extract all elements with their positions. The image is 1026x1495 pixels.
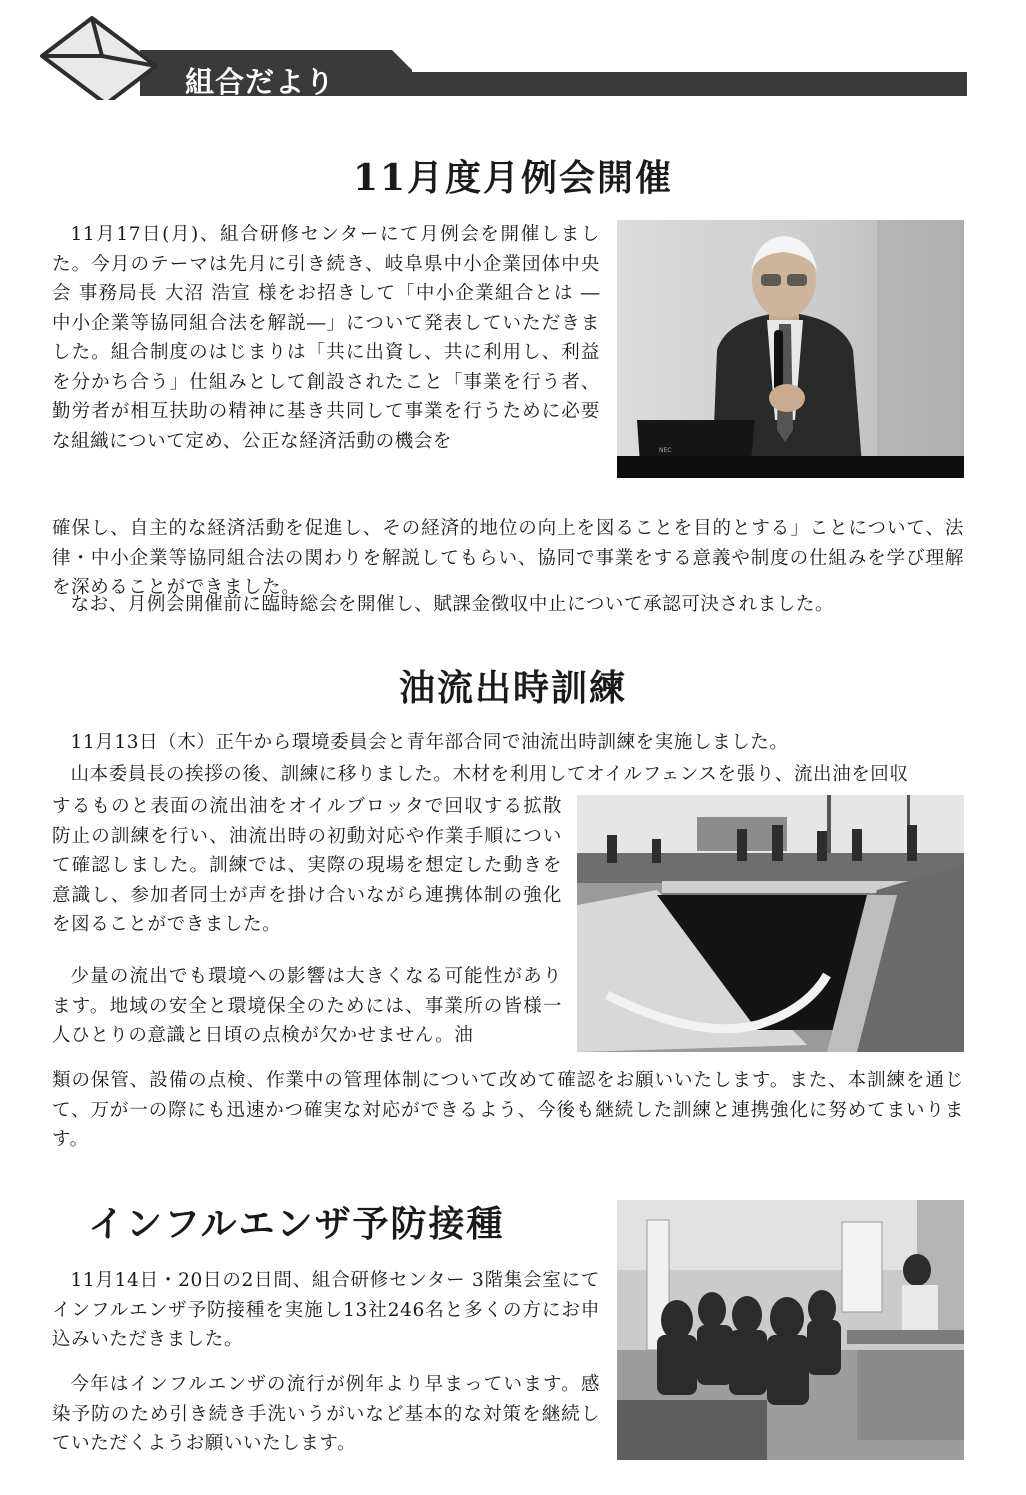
paragraph: 11月17日(月)、組合研修センターにて月例会を開催しました。今月のテーマは先月に引き続き、岐阜県中小企業団体中央会 事務局長 大沼 浩宣 様をお招きして「中小企業組合とは ―中小企業等協同組合法を解説―」について発表していただきました。組合制度のはじまりは「共に出資し、共に利用し、利益を分かち合う」仕組みとして創設されたこと「事業を行う者、勤労者が相互扶助の精神に基き共同して事業を行うために必要な組織について定め、公正な経済活動の機会を xyxy=(52,224,600,452)
paragraph: なお、月例会開催前に臨時総会を開催し、賦課金徴収中止について承認可決されました。 xyxy=(70,594,835,615)
paragraph: 山本委員長の挨拶の後、訓練に移りました。木材を利用してオイルフェンスを張り、流出油を回収 xyxy=(70,764,909,785)
paragraph: 11月14日・20日の2日間、組合研修センター 3階集会室にてインフルエンザ予防接種を実施し13社246名と多くの方にお申込みいただきました。 xyxy=(52,1270,600,1350)
section-title-monthly-meeting: 11月度月例会開催 xyxy=(352,157,674,199)
oil-drill-photo xyxy=(577,795,964,1052)
envelope-icon xyxy=(42,18,156,100)
header-banner xyxy=(30,10,970,100)
paragraph: 今年はインフルエンザの流行が例年より早まっています。感染予防のため引き続き手洗いうがいなど基本的な対策を継続していただくようお願いいたします。 xyxy=(52,1374,600,1454)
header-label: 組合だより xyxy=(185,65,336,99)
paragraph: 11月13日（木）正午から環境委員会と青年部合同で油流出時訓練を実施しました。 xyxy=(70,732,789,753)
section-title-oil-spill-drill: 油流出時訓練 xyxy=(398,667,627,709)
paragraph: するものと表面の流出油をオイルブロッタで回収する拡散防止の訓練を行い、油流出時の初動対応や作業手順について確認しました。訓練では、実際の現場を想定した動きを意識し、参加者同士が声を掛け合いながら連携体制の強化を図ることができました。 xyxy=(52,796,562,935)
svg-text:NEC: NEC xyxy=(659,447,672,454)
speaker-photo xyxy=(617,220,964,478)
section-title-flu-vaccination: インフルエンザ予防接種 xyxy=(88,1203,505,1245)
paragraph: 確保し、自主的な経済活動を促進し、その経済的地位の向上を図ることを目的とする」ことについて、法律・中小企業等協同組合法の関わりを解説してもらい、協同で事業をする意義や制度の仕組みを学び理解を深めることができました。 xyxy=(52,518,964,598)
paragraph: 類の保管、設備の点検、作業中の管理体制について改めて確認をお願いいたします。また、本訓練を通じて、万が一の際にも迅速かつ確実な対応ができるよう、今後も継続した訓練と連携強化に努めてまいります。 xyxy=(52,1070,964,1150)
section-header xyxy=(30,10,970,100)
vaccination-photo xyxy=(617,1200,964,1460)
paragraph: 少量の流出でも環境への影響は大きくなる可能性があります。地域の安全と環境保全のためには、事業所の皆様一人ひとりの意識と日頃の点検が欠かせません。油 xyxy=(52,966,562,1046)
